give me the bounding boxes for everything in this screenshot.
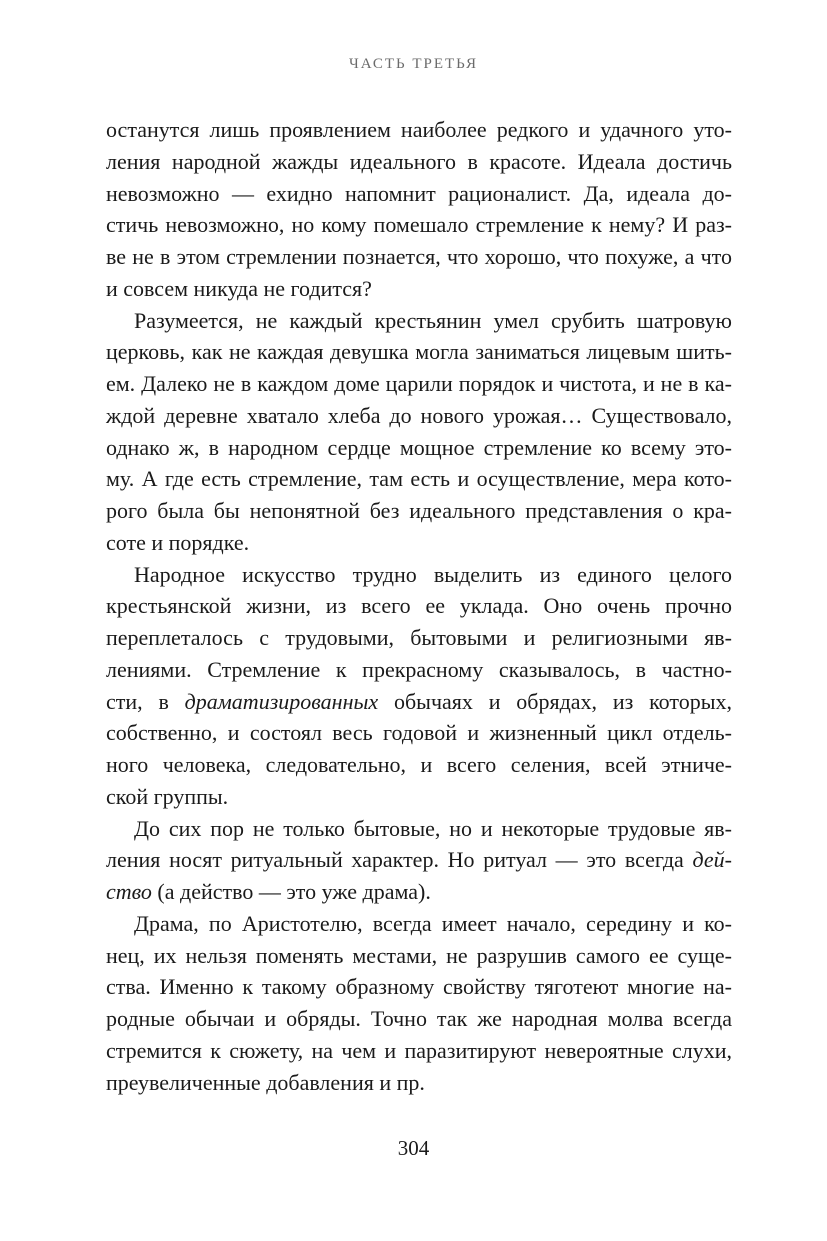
text-line: [106, 876, 732, 908]
text-line: [106, 463, 732, 495]
text-line: [106, 940, 732, 972]
text-segment: останутся лишь проявлением наиболее редкого и удачного уто-: [106, 117, 732, 142]
text-segment: ской группы.: [106, 783, 229, 809]
text-segment: сти, в: [106, 688, 185, 714]
text-line: [106, 749, 732, 781]
text-segment: (а действо — это уже драма).: [151, 879, 431, 904]
text-segment: Народное искусство трудно выделить из единого целого: [134, 561, 732, 587]
text-line: [106, 527, 732, 559]
text-segment: ства. Именно к такому образному свойству тяготеют многие на-: [106, 974, 732, 1000]
text-line: [106, 241, 732, 273]
text-line: [106, 209, 732, 241]
text-segment: ного человека, следовательно, и всего селения, всей этниче-: [106, 752, 732, 777]
text-line: [106, 114, 732, 146]
text-line: [106, 1067, 732, 1099]
text-line: [106, 146, 732, 178]
text-line: [106, 178, 732, 210]
text-segment: стичь невозможно, но кому помешало стремление к нему? И раз-: [106, 212, 732, 238]
text-segment: крестьянской жизни, из всего ее уклада. Оно очень прочно: [106, 593, 732, 619]
text-segment: ления носят ритуальный характер. Но ритуал — это всегда: [106, 847, 693, 873]
text-segment: стремится к сюжету, на чем и паразитируют невероятные слухи,: [106, 1037, 732, 1063]
text-line: [106, 1003, 732, 1035]
text-line: [106, 368, 732, 400]
text-line: [106, 1035, 732, 1067]
text-line: [106, 559, 732, 591]
text-segment: и совсем никуда не годится?: [106, 275, 372, 301]
text-segment: ждой деревне хватало хлеба до нового урожая… Существовало,: [106, 402, 732, 428]
text-segment: переплеталось с трудовыми, бытовыми и религиозными яв-: [106, 625, 732, 650]
text-segment: ве не в этом стремлении познается, что хорошо, что похуже, а что: [106, 244, 732, 269]
running-head: ЧАСТЬ ТРЕТЬЯ: [348, 56, 478, 72]
text-line: [106, 400, 732, 432]
text-segment: ления народной жажды идеального в красоте. Идеала достичь: [106, 148, 732, 174]
text-line: [106, 781, 732, 813]
italic-text: драматизированных: [184, 688, 379, 714]
italic-text: ство: [106, 879, 152, 904]
text-line: [106, 686, 732, 718]
text-segment: Разумеется, не каждый крестьянин умел срубить шатровую: [134, 307, 732, 333]
text-segment: невозможно — ехидно напомнит рационалист. Да, идеала до-: [106, 180, 732, 206]
text-line: [106, 305, 732, 337]
text-line: [106, 844, 732, 876]
text-line: [106, 908, 732, 940]
text-segment: соте и порядке.: [106, 529, 250, 555]
page-number: 304: [397, 1136, 430, 1160]
text-line: [106, 971, 732, 1003]
text-segment: му. А где есть стремление, там есть и осуществление, мера кото-: [106, 466, 732, 492]
text-segment: однако ж, в народном сердце мощное стремление ко всему это-: [106, 434, 732, 460]
text-line: [106, 336, 732, 368]
text-segment: До сих пор не только бытовые, но и некоторые трудовые яв-: [134, 815, 732, 841]
text-segment: рого была бы непонятной без идеального представления о кра-: [106, 498, 732, 523]
body-text: [106, 114, 732, 1098]
text-segment: церковь, как не каждая девушка могла заниматься лицевым шить-: [106, 339, 732, 365]
text-segment: преувеличенные добавления и пр.: [106, 1069, 425, 1095]
text-line: [106, 495, 732, 527]
text-line: [106, 273, 732, 305]
italic-text: дей-: [692, 847, 732, 873]
text-line: [106, 622, 732, 654]
text-segment: собственно, и состоял весь годовой и жизненный цикл отдель-: [106, 720, 732, 746]
text-segment: ем. Далеко не в каждом доме царили порядок и чистота, и не в ка-: [106, 371, 732, 396]
text-line: [106, 590, 732, 622]
text-segment: обычаях и обрядах, из которых,: [378, 688, 732, 714]
text-segment: родные обычаи и обряды. Точно так же народная молва всегда: [106, 1006, 732, 1031]
text-segment: Драма, по Аристотелю, всегда имеет начало, середину и ко-: [134, 910, 732, 936]
text-line: [106, 813, 732, 845]
text-line: [106, 432, 732, 464]
text-segment: лениями. Стремление к прекрасному сказывалось, в частно-: [106, 656, 732, 682]
text-segment: нец, их нельзя поменять местами, не разрушив самого ее суще-: [106, 942, 732, 968]
text-line: [106, 717, 732, 749]
text-line: [106, 654, 732, 686]
